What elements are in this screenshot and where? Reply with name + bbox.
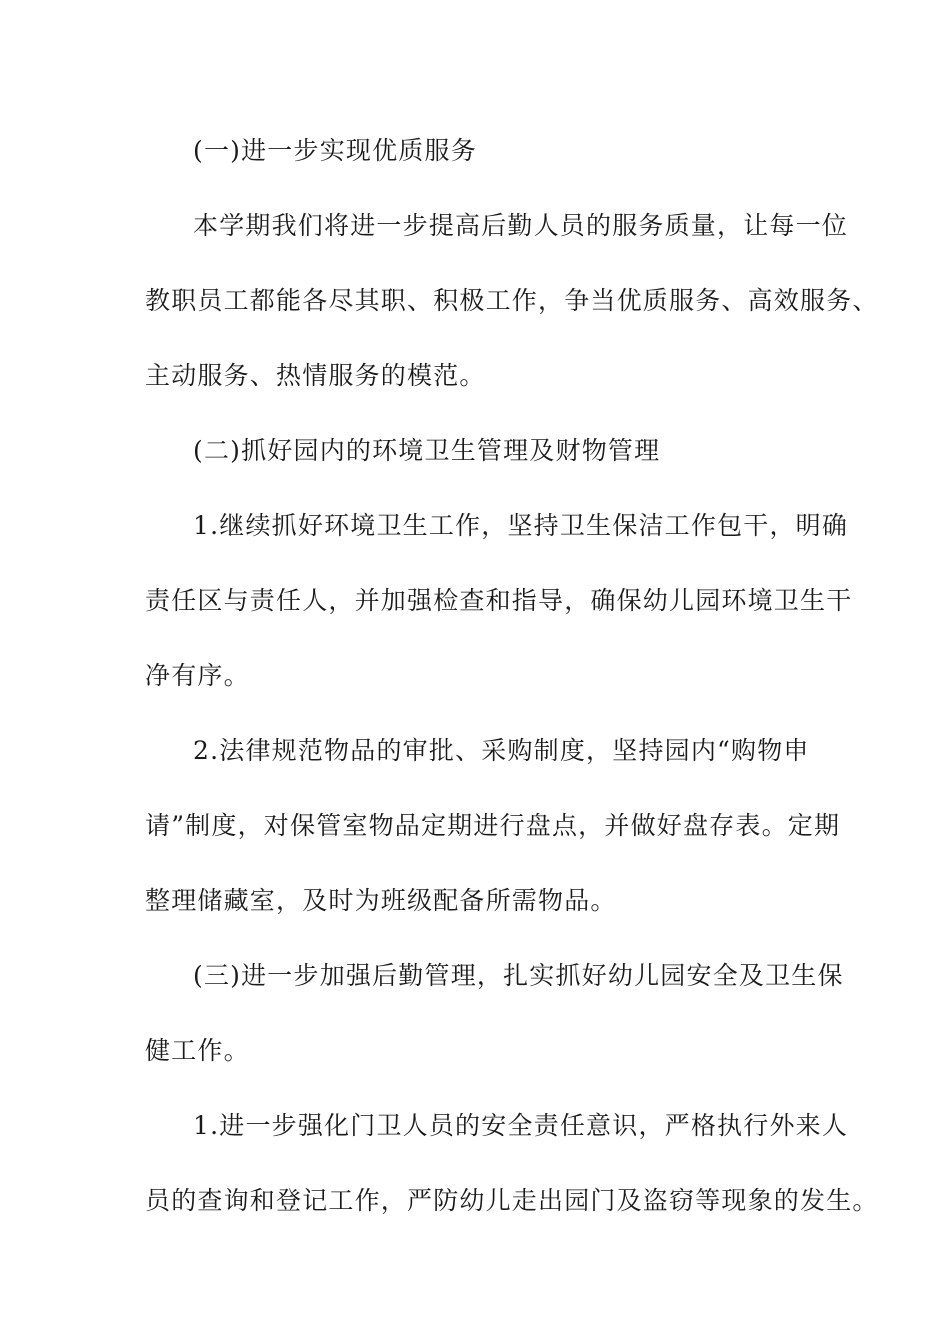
- paragraph-line: 2.法律规范物品的审批、采购制度，坚持园内“购物申: [193, 736, 810, 765]
- section-heading-1: (一)进一步实现优质服务: [193, 136, 477, 165]
- paragraph-line: 净有序。: [145, 661, 250, 690]
- paragraph-line: 本学期我们将进一步提高后勤人员的服务质量，让每一位: [193, 211, 849, 240]
- paragraph-line: 健工作。: [145, 1036, 250, 1065]
- section-heading-2: (二)抓好园内的环境卫生管理及财物管理: [193, 436, 661, 465]
- paragraph-line: 员的查询和登记工作，严防幼儿走出园门及盗窃等现象的发生。: [145, 1186, 879, 1215]
- section-heading-3: (三)进一步加强后勤管理，扎实抓好幼儿园安全及卫生保: [193, 961, 844, 990]
- paragraph-line: 责任区与责任人，并加强检查和指导，确保幼儿园环境卫生干: [145, 586, 853, 615]
- paragraph-line: 主动服务、热情服务的模范。: [145, 361, 486, 390]
- paragraph-line: 1.继续抓好环境卫生工作，坚持卫生保洁工作包干，明确: [193, 511, 849, 540]
- paragraph-line: 请”制度，对保管室物品定期进行盘点，并做好盘存表。定期: [145, 811, 841, 840]
- paragraph-line: 整理储藏室，及时为班级配备所需物品。: [145, 886, 617, 915]
- paragraph-line: 教职员工都能各尽其职、积极工作，争当优质服务、高效服务、: [145, 286, 879, 315]
- paragraph-line: 1.进一步强化门卫人员的安全责任意识，严格执行外来人: [193, 1111, 849, 1140]
